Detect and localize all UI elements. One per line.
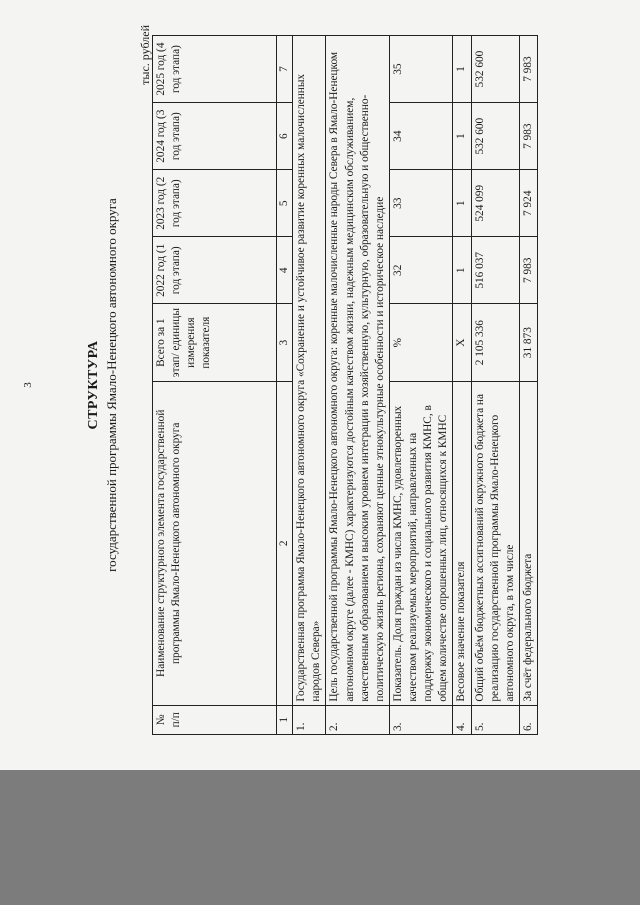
table-row — [519, 36, 537, 735]
value-cell-2022: 32 — [389, 237, 453, 304]
row-label: Показатель. Доля граждан из числа КМНС, удовлетворенных качеством реализуемых мероприятий, направленных на поддержку экономического и социального развития КМНС, в общем количестве опрошенных лиц, относящихся к КМНС — [389, 381, 453, 705]
column-number: 2 — [277, 381, 293, 705]
program-goal-cell: Цель государственной программы Ямало-Ненецкого автономного округа: коренные малочисленные народы Севера в Ямало-Ненецком автономном округе (далее - КМНС) характеризуются достойным качеством жизни, надежным медицинским обслуживанием, качественным образованием и высоким уровнем интеграции в хозяйственную, культурную, образовательную и общественно-политическую жизнь региона, сохраняют ценные этнокультурные особенности и историческое наследие — [326, 36, 390, 706]
column-number: 7 — [277, 36, 293, 103]
value-cell-total: % — [389, 304, 453, 382]
column-number: 4 — [277, 237, 293, 304]
value-cell-total: 31 873 — [519, 304, 537, 382]
value-cell-2023: 524 099 — [471, 170, 519, 237]
value-cell-2023: 33 — [389, 170, 453, 237]
table-row — [389, 36, 453, 735]
value-cell-2025: 532 600 — [471, 36, 519, 103]
row-label: Весовое значение показателя — [453, 381, 471, 705]
value-cell-2024: 1 — [453, 103, 471, 170]
row-number: 1. — [293, 705, 326, 734]
row-number: 5. — [471, 705, 519, 734]
header-cell-2024: 2024 год (3 год этапа) — [153, 103, 277, 170]
row-number: 2. — [326, 705, 390, 734]
value-cell-2024: 7 983 — [519, 103, 537, 170]
row-label: За счёт федерального бюджета — [519, 381, 537, 705]
column-number: 1 — [277, 705, 293, 734]
header-cell-name: Наименование структурного элемента государственной программы Ямало-Ненецкого автономного округа — [153, 381, 277, 705]
value-cell-2025: 7 983 — [519, 36, 537, 103]
value-cell-2025: 1 — [453, 36, 471, 103]
value-cell-2022: 1 — [453, 237, 471, 304]
value-cell-2024: 34 — [389, 103, 453, 170]
structure-table — [152, 35, 538, 735]
column-number-row — [277, 36, 293, 735]
column-number: 6 — [277, 103, 293, 170]
value-cell-2024: 532 600 — [471, 103, 519, 170]
document-subtitle: государственной программы Ямало-Ненецкого автономного округа — [104, 198, 119, 572]
value-cell-2022: 7 983 — [519, 237, 537, 304]
header-cell-total: Всего за 1 этап/ единицы измерения показателя — [153, 304, 277, 382]
header-cell-2022: 2022 год (1 год этапа) — [153, 237, 277, 304]
value-cell-2025: 35 — [389, 36, 453, 103]
row-number: 6. — [519, 705, 537, 734]
table-row — [471, 36, 519, 735]
value-cell-2023: 7 924 — [519, 170, 537, 237]
table-row — [293, 36, 326, 735]
header-row — [153, 36, 277, 735]
header-cell-num: № п/п — [153, 705, 277, 734]
header-cell-2025: 2025 год (4 год этапа) — [153, 36, 277, 103]
column-number: 3 — [277, 304, 293, 382]
value-cell-total: 2 105 336 — [471, 304, 519, 382]
table-row — [326, 36, 390, 735]
column-number: 5 — [277, 170, 293, 237]
row-number: 4. — [453, 705, 471, 734]
header-cell-2023: 2023 год (2 год этапа) — [153, 170, 277, 237]
units-label: тыс. рублей — [138, 25, 152, 85]
value-cell-total: Х — [453, 304, 471, 382]
document-title: СТРУКТУРА — [86, 340, 101, 430]
value-cell-2023: 1 — [453, 170, 471, 237]
row-label: Общий объём бюджетных ассигнований окружного бюджета на реализацию государственной программы Ямало-Ненецкого автономного округа, в том числе — [471, 381, 519, 705]
page-number: 3 — [22, 382, 34, 388]
value-cell-2022: 516 037 — [471, 237, 519, 304]
program-name-cell: Государственная программа Ямало-Ненецкого автономного округа «Сохранение и устойчивое развитие коренных малочисленных народов Севера» — [293, 36, 326, 706]
table-row — [453, 36, 471, 735]
row-number: 3. — [389, 705, 453, 734]
